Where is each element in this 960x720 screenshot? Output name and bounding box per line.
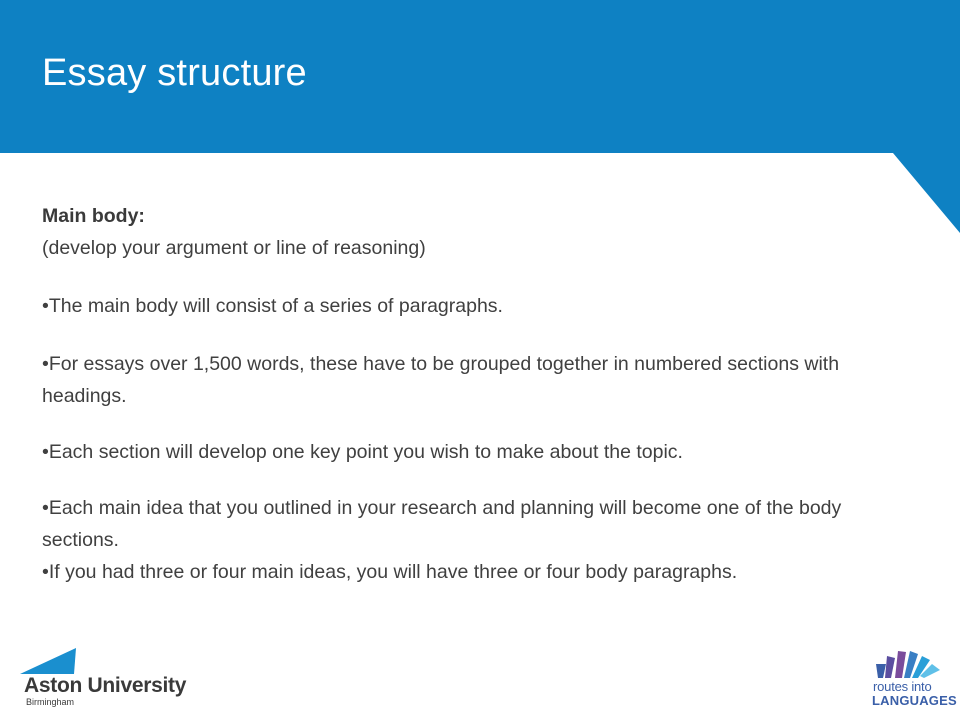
aston-logo-name: Aston University: [24, 674, 187, 697]
routes-fan-icon: [866, 646, 950, 680]
bullet-item: •If you had three or four main ideas, you will have three or four body paragraphs.: [42, 561, 738, 583]
bullet-item: •The main body will consist of a series of paragraphs.: [42, 295, 503, 317]
aston-triangle-icon: [18, 646, 88, 676]
section-heading: Main body:: [42, 205, 145, 227]
section-subheading: (develop your argument or line of reasoning): [42, 237, 426, 259]
bullet-item: •Each section will develop one key point you wish to make about the topic.: [42, 441, 683, 463]
bullet-item: •Each main idea that you outlined in your research and planning will become one of the body sections.: [42, 497, 842, 551]
aston-logo-city: Birmingham: [26, 697, 75, 707]
routes-into-languages-logo: [866, 646, 957, 712]
routes-logo-line2: LANGUAGES: [872, 693, 957, 708]
bullet-item: •For essays over 1,500 words, these have to be grouped together in numbered sections with headings.: [42, 353, 840, 407]
aston-university-logo: [18, 646, 187, 708]
routes-logo-line1: routes into: [873, 679, 932, 694]
content-body: [42, 200, 922, 588]
slide-title: Essay structure: [42, 52, 307, 94]
